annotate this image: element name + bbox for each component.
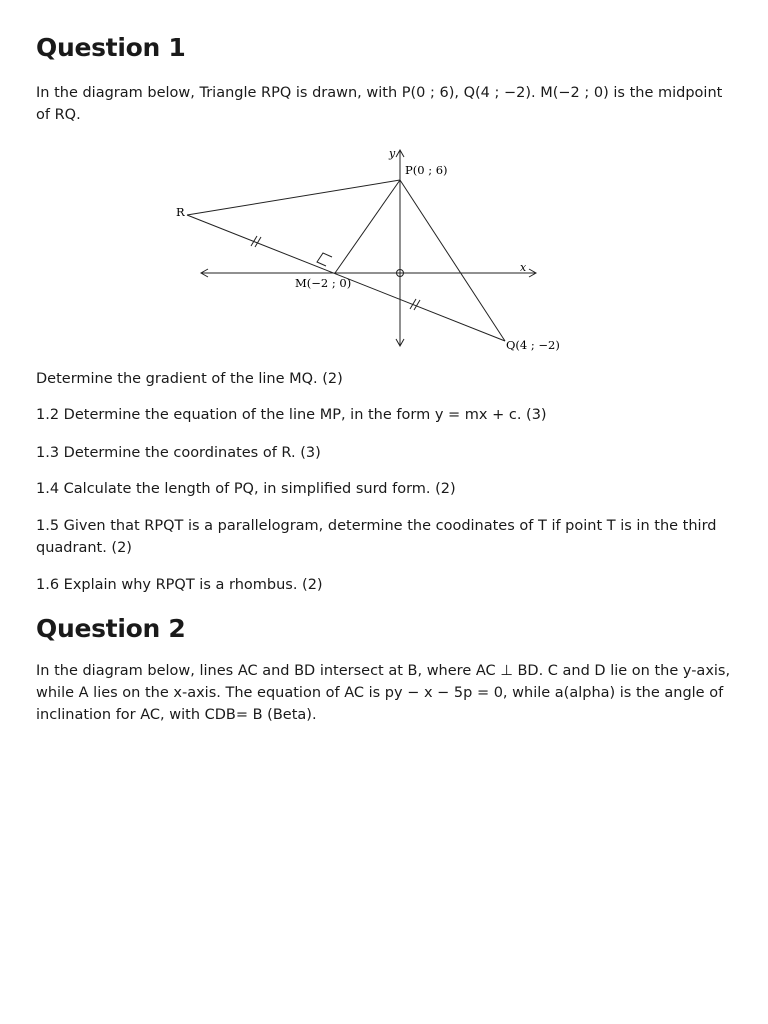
right-angle-mark xyxy=(317,253,332,266)
subquestion-1-2: 1.2 Determine the equation of the line MP, in the form y = mx + c. (3) xyxy=(36,407,547,423)
y-axis-label: y xyxy=(389,147,396,160)
point-p-label: P(0 ; 6) xyxy=(405,163,448,177)
question-2-intro: In the diagram below, lines AC and BD intersect at B, where AC ⊥ BD. C and D lie on the y-axis, while A lies on the x-axis. The equation of AC is py − x − 5p = 0, while a(alpha) is the angle of inclination for AC, with CDB= B (Beta). xyxy=(36,663,731,723)
question-1-intro: In the diagram below, Triangle RPQ is drawn, with P(0 ; 6), Q(4 ; −2). M(−2 ; 0) is the midpoint of RQ. xyxy=(36,85,723,123)
point-r-label: R xyxy=(176,205,185,219)
x-axis-label: x xyxy=(520,261,527,274)
subquestion-1-6: 1.6 Explain why RPQT is a rhombus. (2) xyxy=(36,577,323,593)
point-q-label: Q(4 ; −2) xyxy=(506,338,560,352)
side-pq xyxy=(400,180,505,341)
question-2-title: Question 2 xyxy=(36,614,186,643)
question-1-title: Question 1 xyxy=(36,33,186,62)
line-mp xyxy=(335,180,400,273)
subquestion-1-4: 1.4 Calculate the length of PQ, in simplified surd form. (2) xyxy=(36,481,456,497)
point-m-label: M(−2 ; 0) xyxy=(295,276,352,290)
subquestion-1-1: Determine the gradient of the line MQ. (2) xyxy=(36,371,343,387)
subquestion-1-3: 1.3 Determine the coordinates of R. (3) xyxy=(36,445,321,461)
triangle-rpq-diagram xyxy=(36,138,736,360)
subquestion-1-5: 1.5 Given that RPQT is a parallelogram, determine the coodinates of T if point T is in the third quadrant. (2) xyxy=(36,518,717,556)
side-rp xyxy=(187,180,400,215)
